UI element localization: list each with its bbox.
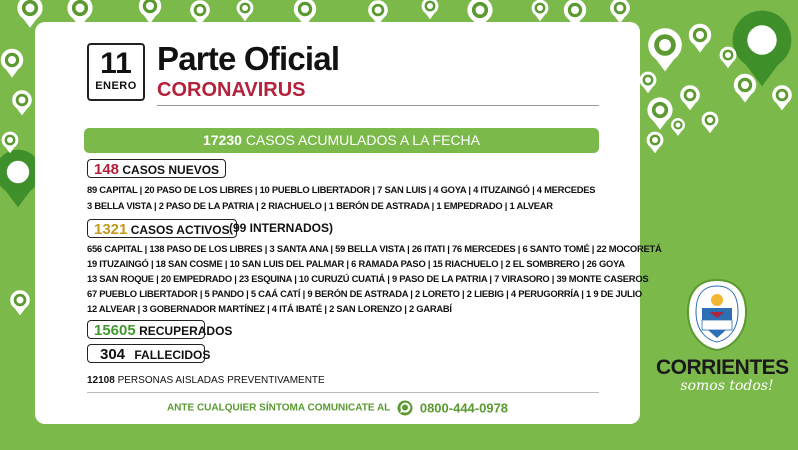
active-cases-line: 12 ALVEAR | 3 GOBERNADOR MARTÍNEZ | 4 ITÁ IBATÉ | 2 SAN LORENZO | 2 GARABÍ [87,303,452,314]
whatsapp-icon [397,400,413,416]
provincial-emblem [686,278,748,352]
report-card [35,22,662,424]
deceased-badge [87,344,211,363]
date-badge [87,43,145,101]
pin-cluster-right [640,11,792,154]
page-subtitle: CORONAVIRUS [157,79,306,101]
deceased-label: FALLECIDOS [134,348,211,362]
date-day: 11 [100,47,132,80]
recovered-badge [87,320,233,339]
isolated-number: 12108 [87,375,115,386]
new-cases-line: 3 BELLA VISTA | 2 PASO DE LA PATRIA | 2 RIACHUELO | 1 BERÓN DE ASTRADA | 1 EMPEDRADO | 1 ALVEAR [87,200,553,211]
interned-count: (99 INTERNADOS) [229,221,334,235]
cumulative-banner [84,128,599,153]
page-title: Parte Oficial [157,40,340,77]
isolated-summary [87,375,325,386]
active-cases-line: 67 PUEBLO LIBERTADOR | 5 PANDO | 5 CAÁ CATÍ | 9 BERÓN DE ASTRADA | 2 LORETO | 2 LIEBIG | 4 PERUGORRÍA | 1 9 DE JULIO [87,288,642,299]
header-divider [157,105,599,106]
footer-divider [87,392,599,393]
province-name: CORRIENTES [656,356,789,379]
isolated-label: PERSONAS AISLADAS PREVENTIVAMENTE [117,375,325,386]
new-cases-label: CASOS NUEVOS [122,163,220,177]
contact-footer [35,400,640,416]
cumulative-label: CASOS ACUMULADOS A LA FECHA [245,132,480,148]
active-cases-line: 19 ITUZAINGÓ | 18 SAN COSME | 10 SAN LUIS DEL PALMAR | 6 RAMADA PASO | 15 RIACHUELO | 2 EL SOMBRERO | 26 GOYA [87,258,625,269]
new-cases-badge [87,159,226,178]
new-cases-number: 148 [94,161,120,178]
active-cases-line: 656 CAPITAL | 138 PASO DE LOS LIBRES | 3 SANTA ANA | 59 BELLA VISTA | 26 ITATI | 76 MERCEDES | 6 SANTO TOMÉ | 22 MOCORETÁ [87,243,662,254]
active-cases-label: CASOS ACTIVOS [130,223,230,237]
active-cases-line: 13 SAN ROQUE | 20 EMPEDRADO | 23 ESQUINA | 10 CURUZÚ CUATIÁ | 9 PASO DE LA PATRIA | 7 VIRASORO | 39 MONTE CASEROS [87,273,649,284]
cumulative-number: 17230 [202,132,242,148]
slogan: somos todos! [680,378,774,394]
phone-number[interactable]: 0800-444-0978 [419,400,509,416]
recovered-label: RECUPERADOS [139,324,233,338]
deceased-number: 304 [100,346,126,363]
new-cases-line: 89 CAPITAL | 20 PASO DE LOS LIBRES | 10 PUEBLO LIBERTADOR | 7 SAN LUIS | 4 GOYA | 4 ITUZAINGÓ | 4 MERCEDES [87,184,596,195]
active-cases-number: 1321 [94,221,128,238]
sun-icon [711,294,723,306]
date-month: ENERO [95,80,137,92]
active-cases-badge [87,219,237,238]
footer-text: ANTE CUALQUIER SÍNTOMA COMUNICATE AL [166,402,391,414]
recovered-number: 15605 [94,322,136,339]
